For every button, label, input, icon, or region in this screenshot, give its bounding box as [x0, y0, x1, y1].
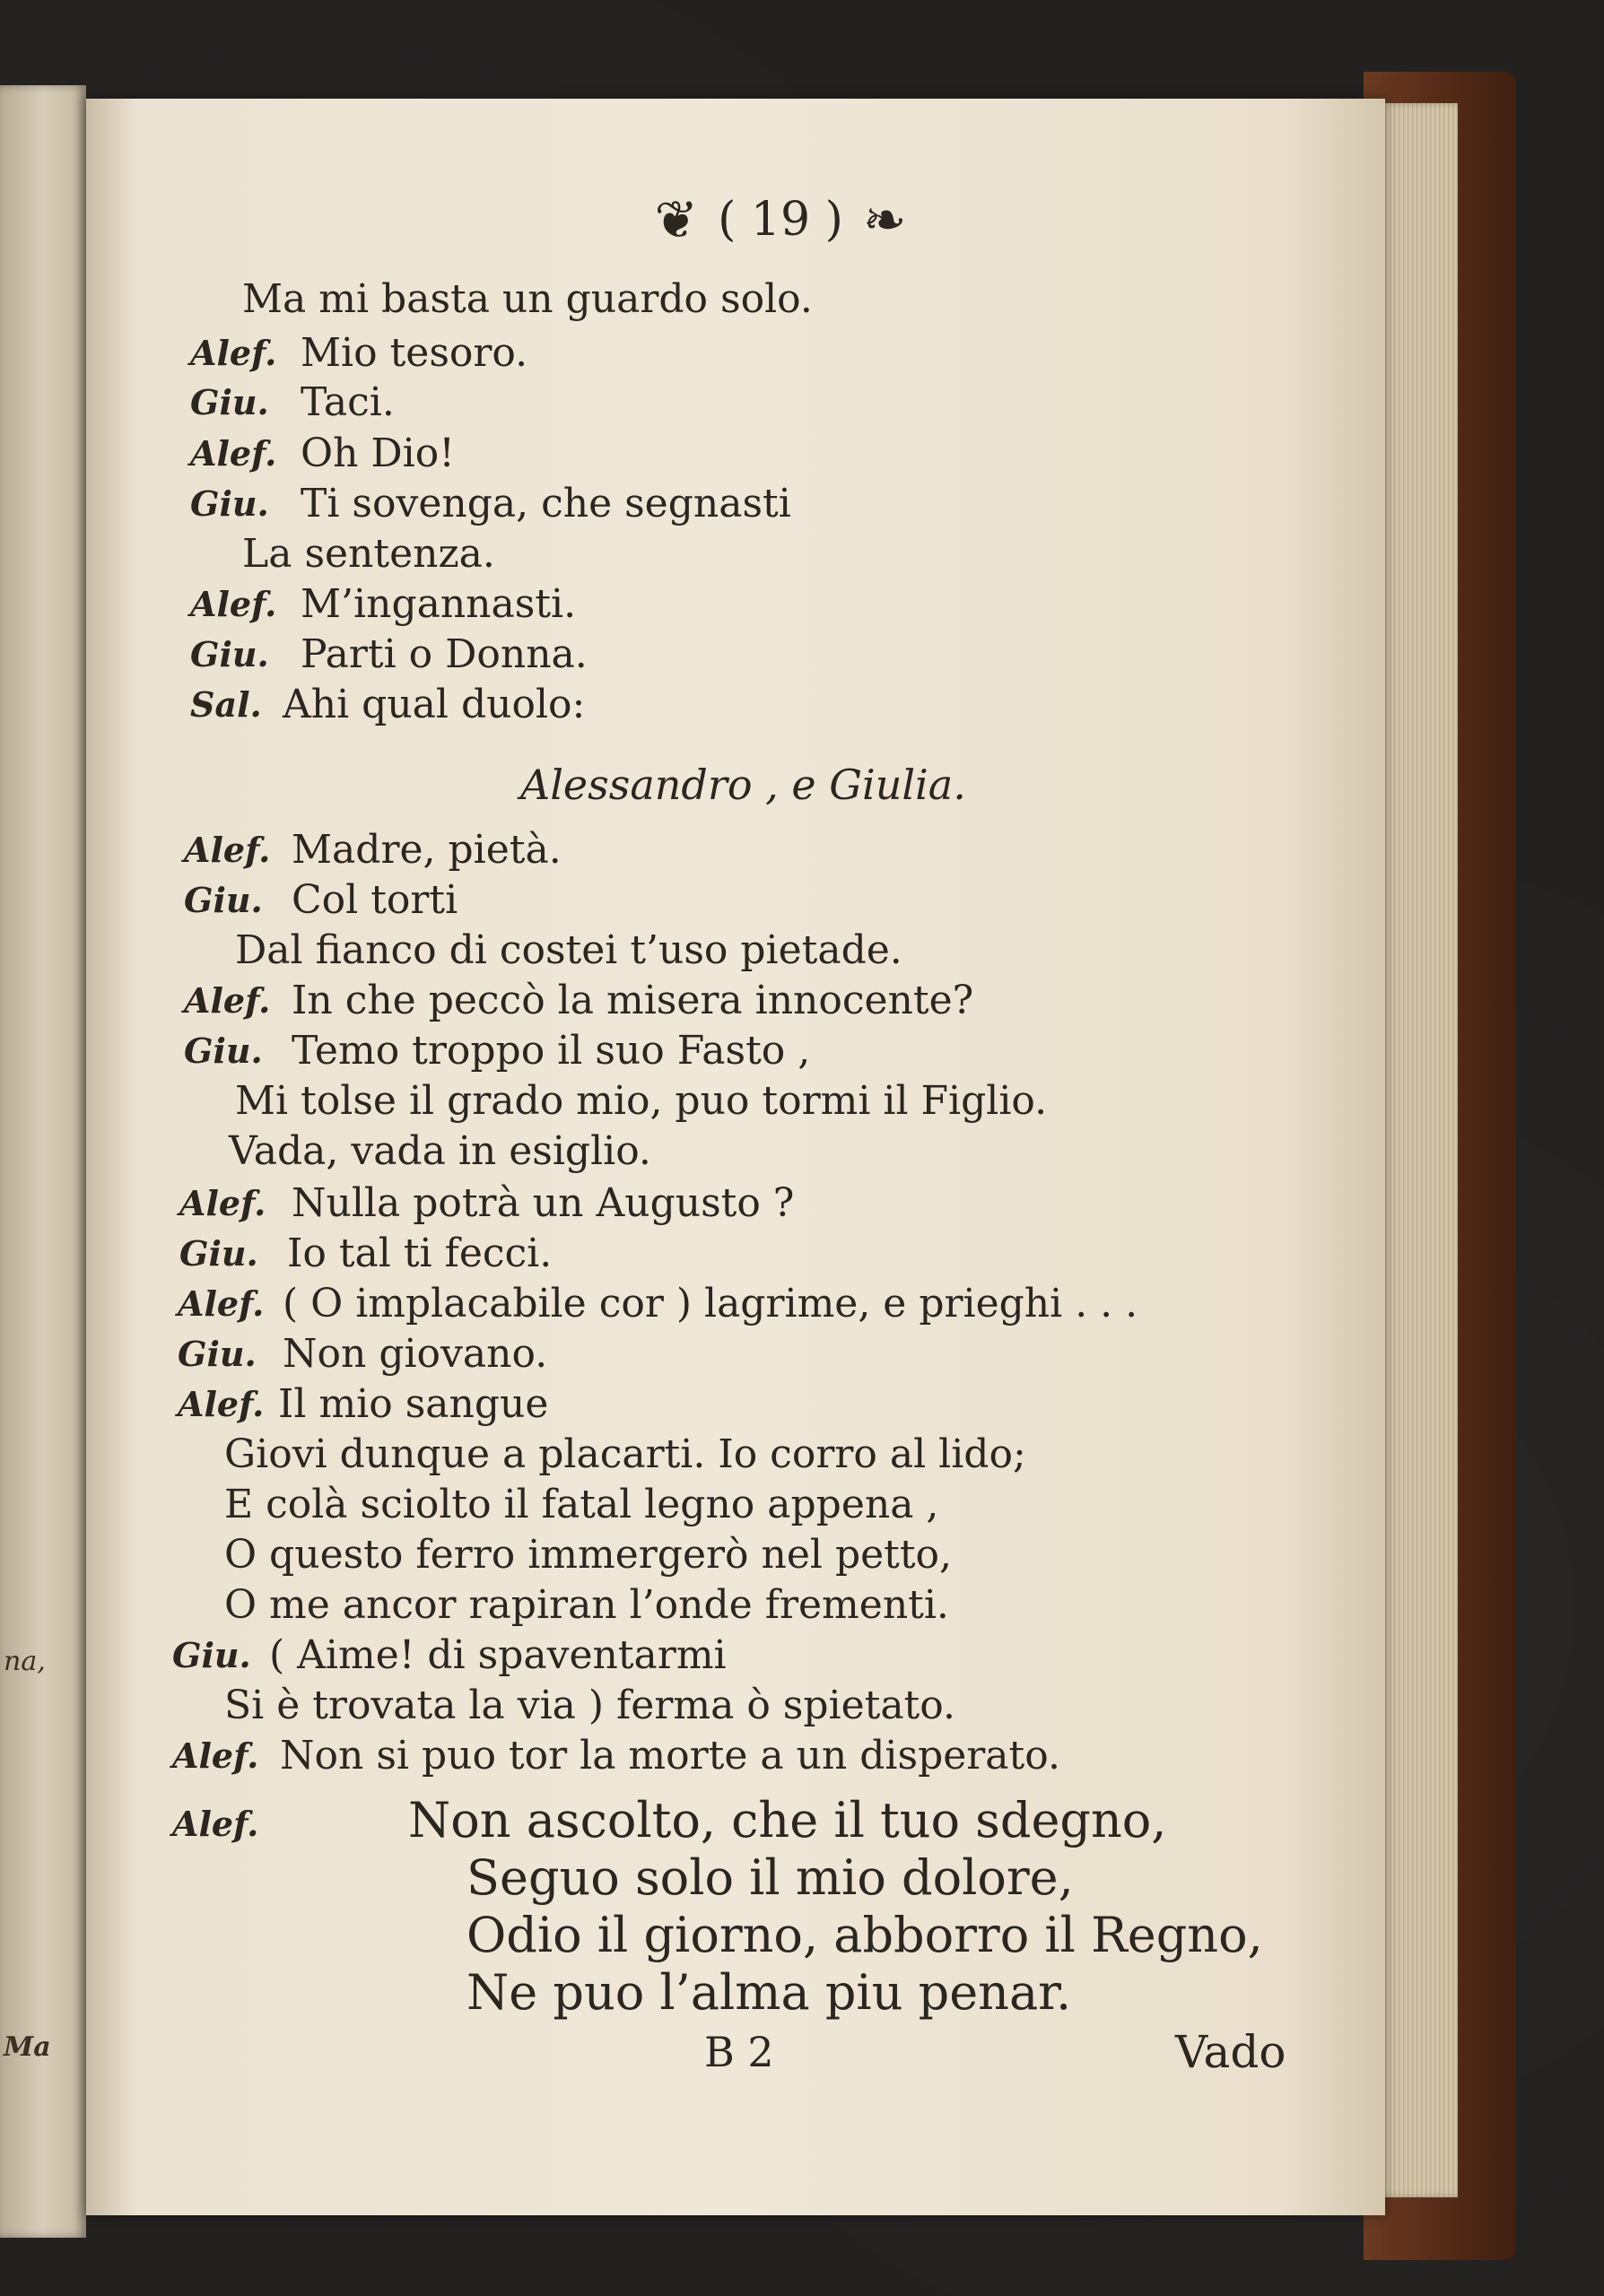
- verse-line: Dal fianco di costei t’uso pietade.: [235, 927, 902, 973]
- verse-line: M’ingannasti.: [301, 581, 577, 627]
- speaker-label: Alef.: [178, 1384, 265, 1424]
- verse-line: Io tal ti fecci.: [287, 1231, 553, 1276]
- speaker-label: Alef.: [184, 830, 271, 870]
- page-number: ( 19 ): [718, 193, 843, 247]
- left-page-fragment: Ma: [4, 2031, 51, 2063]
- verse-line: Ahi qual duolo:: [283, 682, 586, 727]
- verse-line: E colà sciolto il fatal legno appena ,: [224, 1482, 939, 1527]
- speaker-label: Giu.: [184, 1031, 263, 1071]
- speaker-label: Alef.: [190, 333, 277, 373]
- verse-line: Taci.: [301, 379, 395, 425]
- signature-mark: B 2: [704, 2028, 774, 2076]
- verse-line: Mio tesoro.: [301, 330, 528, 376]
- verse-line: In che peccò la misera innocente?: [292, 978, 974, 1023]
- verse-line: Nulla potrà un Augusto ?: [292, 1180, 795, 1226]
- speaker-label: Giu.: [178, 1334, 257, 1374]
- page-stack-edge: [1377, 103, 1458, 2197]
- verse-line: Non si puo tor la morte a un disperato.: [280, 1733, 1060, 1779]
- verse-line: O questo ferro immergerò nel petto,: [224, 1532, 952, 1578]
- speaker-label: Alef.: [190, 584, 277, 624]
- verse-line: ( O implacabile cor ) lagrime, e prieghi . . .: [283, 1281, 1138, 1326]
- scene-heading: Alessandro , e Giulia.: [520, 761, 966, 809]
- speaker-label: Giu.: [184, 880, 263, 920]
- speaker-label: Alef.: [178, 1283, 265, 1324]
- speaker-label: Giu.: [190, 483, 269, 524]
- speaker-label: Giu.: [190, 634, 269, 674]
- left-page-edge: [0, 85, 86, 2238]
- verse-line: Non giovano.: [283, 1331, 548, 1377]
- catchword: Vado: [1175, 2026, 1286, 2078]
- verse-line: ( Aime! di spaventarmi: [269, 1632, 727, 1678]
- speaker-label: Sal.: [190, 684, 262, 725]
- verse-line: Madre, pietà.: [292, 827, 562, 873]
- speaker-label: Alef.: [172, 1735, 259, 1776]
- verse-line: Il mio sangue: [278, 1381, 549, 1427]
- left-page-fragment: na,: [4, 1646, 46, 1677]
- verse-line: Col torti: [292, 877, 458, 923]
- verse-line: La sentenza.: [242, 531, 495, 577]
- verse-line: Oh Dio!: [301, 430, 455, 476]
- speaker-label: Alef.: [184, 980, 271, 1021]
- aria-line: Ne puo l’alma piu penar.: [466, 1964, 1072, 2021]
- aria-line: Non ascolto, che il tuo sdegno,: [408, 1792, 1167, 1848]
- speaker-label: Alef.: [190, 433, 277, 474]
- verse-line: Temo troppo il suo Fasto ,: [292, 1028, 811, 1074]
- speaker-label: Alef.: [179, 1183, 266, 1223]
- aria-line: Odio il giorno, abborro il Regno,: [466, 1907, 1263, 1963]
- verse-line: Parti o Donna.: [301, 631, 588, 677]
- verse-line: Ti sovenga, che segnasti: [301, 481, 791, 526]
- verse-line: Mi tolse il grado mio, puo tormi il Figlio.: [235, 1078, 1048, 1124]
- page-header: [538, 184, 1023, 256]
- verse-line: Si è trovata la via ) ferma ò spietato.: [224, 1683, 955, 1728]
- speaker-label: Alef.: [172, 1804, 259, 1844]
- verse-line: Ma mi basta un guardo solo.: [242, 276, 813, 322]
- speaker-label: Giu.: [190, 382, 269, 422]
- speaker-label: Giu.: [179, 1233, 258, 1274]
- speaker-label: Giu.: [172, 1635, 251, 1675]
- ornament-right-icon: ❧: [862, 189, 907, 250]
- verse-line: Vada, vada in esiglio.: [229, 1128, 651, 1174]
- verse-line: O me ancor rapiran l’onde frementi.: [224, 1582, 949, 1628]
- ornament-left-icon: ❦: [654, 189, 699, 250]
- aria-line: Seguo solo il mio dolore,: [466, 1849, 1074, 1906]
- verse-line: Giovi dunque a placarti. Io corro al lido;: [224, 1431, 1026, 1477]
